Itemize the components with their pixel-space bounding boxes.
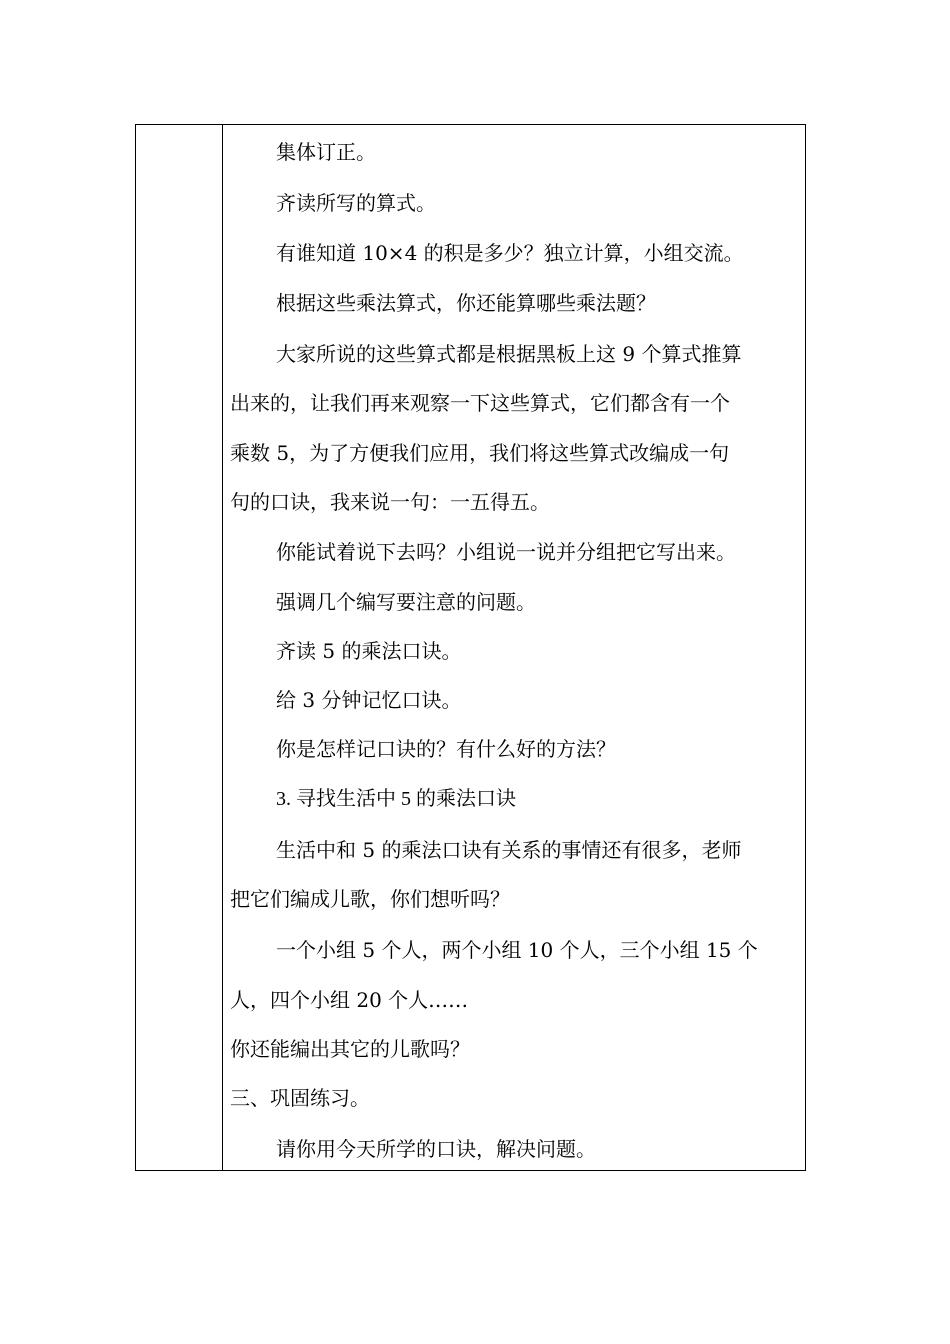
text-line: 齐读 5 的乘法口诀。: [276, 639, 462, 663]
lesson-table: [135, 124, 806, 1171]
section-heading: 三、巩固练习。: [230, 1086, 370, 1110]
text-line: 句的口诀，我来说一句：一五得五。: [230, 490, 550, 514]
text-line: 你还能编出其它的儿歌吗？: [230, 1037, 470, 1061]
text-line: 给 3 分钟记忆口诀。: [276, 688, 462, 712]
text-line: 生活中和 5 的乘法口诀有关系的事情还有很多，老师: [276, 838, 742, 862]
text-line: 请你用今天所学的口诀，解决问题。: [276, 1137, 596, 1161]
text-line: 齐读所写的算式。: [276, 191, 436, 215]
text-line: 你能试着说下去吗？小组说一说并分组把它写出来。: [276, 540, 736, 564]
text-line: 强调几个编写要注意的问题。: [276, 590, 536, 614]
text-line: 出来的，让我们再来观察一下这些算式，它们都含有一个: [230, 391, 730, 415]
text-line: 根据这些乘法算式，你还能算哪些乘法题？: [276, 291, 656, 315]
text-line: 人，四个小组 20 个人……: [230, 988, 469, 1012]
text-line: 你是怎样记口诀的？有什么好的方法？: [276, 737, 616, 761]
column-divider: [222, 125, 223, 1170]
text-line: 乘数 5，为了方便我们应用，我们将这些算式改编成一句: [230, 441, 730, 465]
text-line: 有谁知道 10×4 的积是多少？独立计算，小组交流。: [276, 241, 744, 265]
text-line: 大家所说的这些算式都是根据黑板上这 9 个算式推算: [276, 342, 742, 366]
text-line: 把它们编成儿歌，你们想听吗？: [230, 887, 510, 911]
section-heading: 3. 寻找生活中 5 的乘法口诀: [276, 788, 516, 810]
text-line: 一个小组 5 个人，两个小组 10 个人，三个小组 15 个: [276, 938, 758, 962]
text-line: 集体订正。: [276, 140, 376, 164]
